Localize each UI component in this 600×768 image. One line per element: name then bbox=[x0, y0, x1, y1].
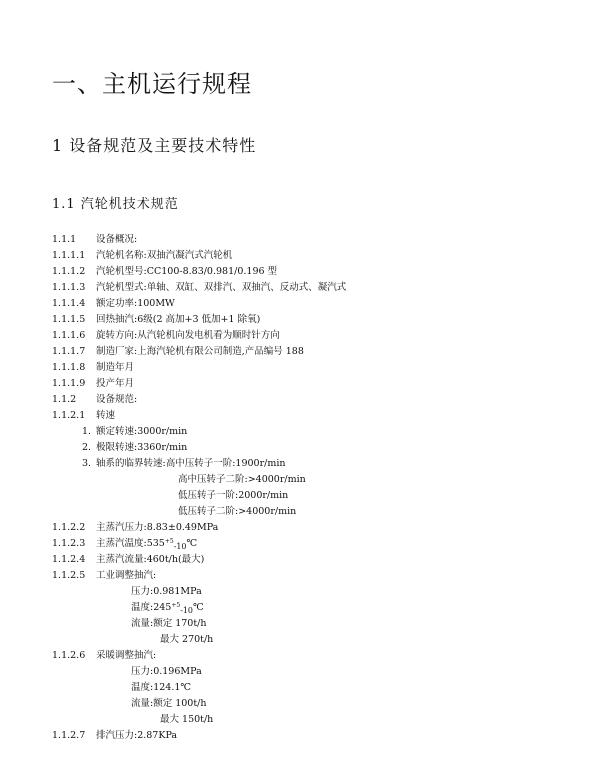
item-text: 轴系的临界转速:高中压转子一阶:1900r/min bbox=[96, 458, 286, 469]
clause-text: 排汽压力:2.87KPa bbox=[96, 730, 178, 741]
clause-number: 1.1.1 bbox=[52, 234, 77, 245]
item-text: 最大 150t/h bbox=[160, 714, 214, 725]
clause-number: 1.1.2.1 bbox=[52, 410, 86, 421]
clause-number: 1.1.2.5 bbox=[52, 570, 86, 581]
clause-text: 回热抽汽:6级(2 高加+3 低加+1 除氧) bbox=[96, 314, 261, 325]
item-number: 1. bbox=[82, 426, 92, 437]
clause-number: 1.1.2.4 bbox=[52, 554, 86, 565]
item-text: 低压转子一阶:2000r/min bbox=[178, 490, 289, 501]
temp-unit: ℃ bbox=[192, 602, 204, 613]
item-text: 温度:124.1℃ bbox=[131, 682, 192, 693]
item-text: 压力:0.196MPa bbox=[131, 666, 202, 677]
tolerance-lower: -10 bbox=[173, 541, 187, 551]
clause-number: 1.1.2 bbox=[52, 394, 77, 405]
clause-text: 汽轮机型号:CC100-8.83/0.981/0.196 型 bbox=[96, 266, 278, 277]
clause-number: 1.1.1.3 bbox=[52, 282, 86, 293]
clause-number: 1.1.1.8 bbox=[52, 362, 86, 373]
item-number: 2. bbox=[82, 442, 92, 453]
clause-text: 主蒸汽压力:8.83±0.49MPa bbox=[96, 522, 219, 533]
clause-text: 制造年月 bbox=[96, 362, 135, 373]
item-number: 3. bbox=[82, 458, 92, 469]
clause-number: 1.1.1.9 bbox=[52, 378, 86, 389]
clause-text: 主蒸汽流量:460t/h(最大) bbox=[96, 554, 205, 565]
item-text: 高中压转子二阶:>4000r/min bbox=[178, 474, 306, 485]
section-heading: 1 设备规范及主要技术特性 bbox=[52, 136, 257, 155]
clause-text: 转速 bbox=[96, 410, 116, 421]
subsection-heading: 1.1 汽轮机技术规范 bbox=[52, 197, 179, 212]
item-text: 流量:额定 100t/h bbox=[131, 698, 207, 709]
clause-number: 1.1.1.4 bbox=[52, 298, 86, 309]
clause-text: 工业调整抽汽: bbox=[96, 570, 157, 581]
tolerance-upper: +5 bbox=[164, 538, 174, 545]
item-text: 低压转子二阶:>4000r/min bbox=[178, 506, 297, 517]
clause-number: 1.1.1.1 bbox=[52, 250, 86, 261]
clause-number: 1.1.1.6 bbox=[52, 330, 86, 341]
temp-value: 温度:245 bbox=[131, 602, 172, 613]
item-text: 最大 270t/h bbox=[160, 634, 214, 645]
clause-number: 1.1.2.3 bbox=[52, 538, 86, 549]
clause-text: 汽轮机名称:双抽汽凝汽式汽轮机 bbox=[96, 250, 233, 261]
clause-text: 设备规范: bbox=[96, 394, 138, 405]
clause-number: 1.1.2.7 bbox=[52, 730, 86, 741]
clause-text: 旋转方向:从汽轮机向发电机看为顺时针方向 bbox=[96, 330, 280, 341]
clause-text: 额定功率:100MW bbox=[96, 298, 175, 309]
main-heading: 一、主机运行规程 bbox=[52, 70, 252, 98]
clause-text: 设备概况: bbox=[96, 234, 138, 245]
clause-text: 制造厂家:上海汽轮机有限公司制造,产品编号 188 bbox=[96, 346, 304, 357]
clause-text: 投产年月 bbox=[96, 378, 135, 389]
clause-number: 1.1.1.2 bbox=[52, 266, 86, 277]
item-text: 压力:0.981MPa bbox=[131, 586, 202, 597]
item-text: 极限转速:3360r/min bbox=[96, 442, 188, 453]
clause-number: 1.1.1.7 bbox=[52, 346, 86, 357]
clause-number: 1.1.2.6 bbox=[52, 650, 86, 661]
clause-text: 采暖调整抽汽: bbox=[96, 650, 157, 661]
clause-number: 1.1.2.2 bbox=[52, 522, 86, 533]
item-text: 额定转速:3000r/min bbox=[96, 426, 188, 437]
tolerance-upper: +5 bbox=[171, 602, 181, 609]
clause-number: 1.1.1.5 bbox=[52, 314, 86, 325]
clause-text: 汽轮机型式:单轴、双缸、双排汽、双抽汽、反动式、凝汽式 bbox=[96, 282, 347, 293]
item-text: 流量:额定 170t/h bbox=[131, 618, 207, 629]
temp-unit: ℃ bbox=[186, 538, 198, 549]
tolerance-lower: -10 bbox=[180, 605, 193, 615]
temp-value: 主蒸汽温度:535 bbox=[96, 538, 165, 549]
